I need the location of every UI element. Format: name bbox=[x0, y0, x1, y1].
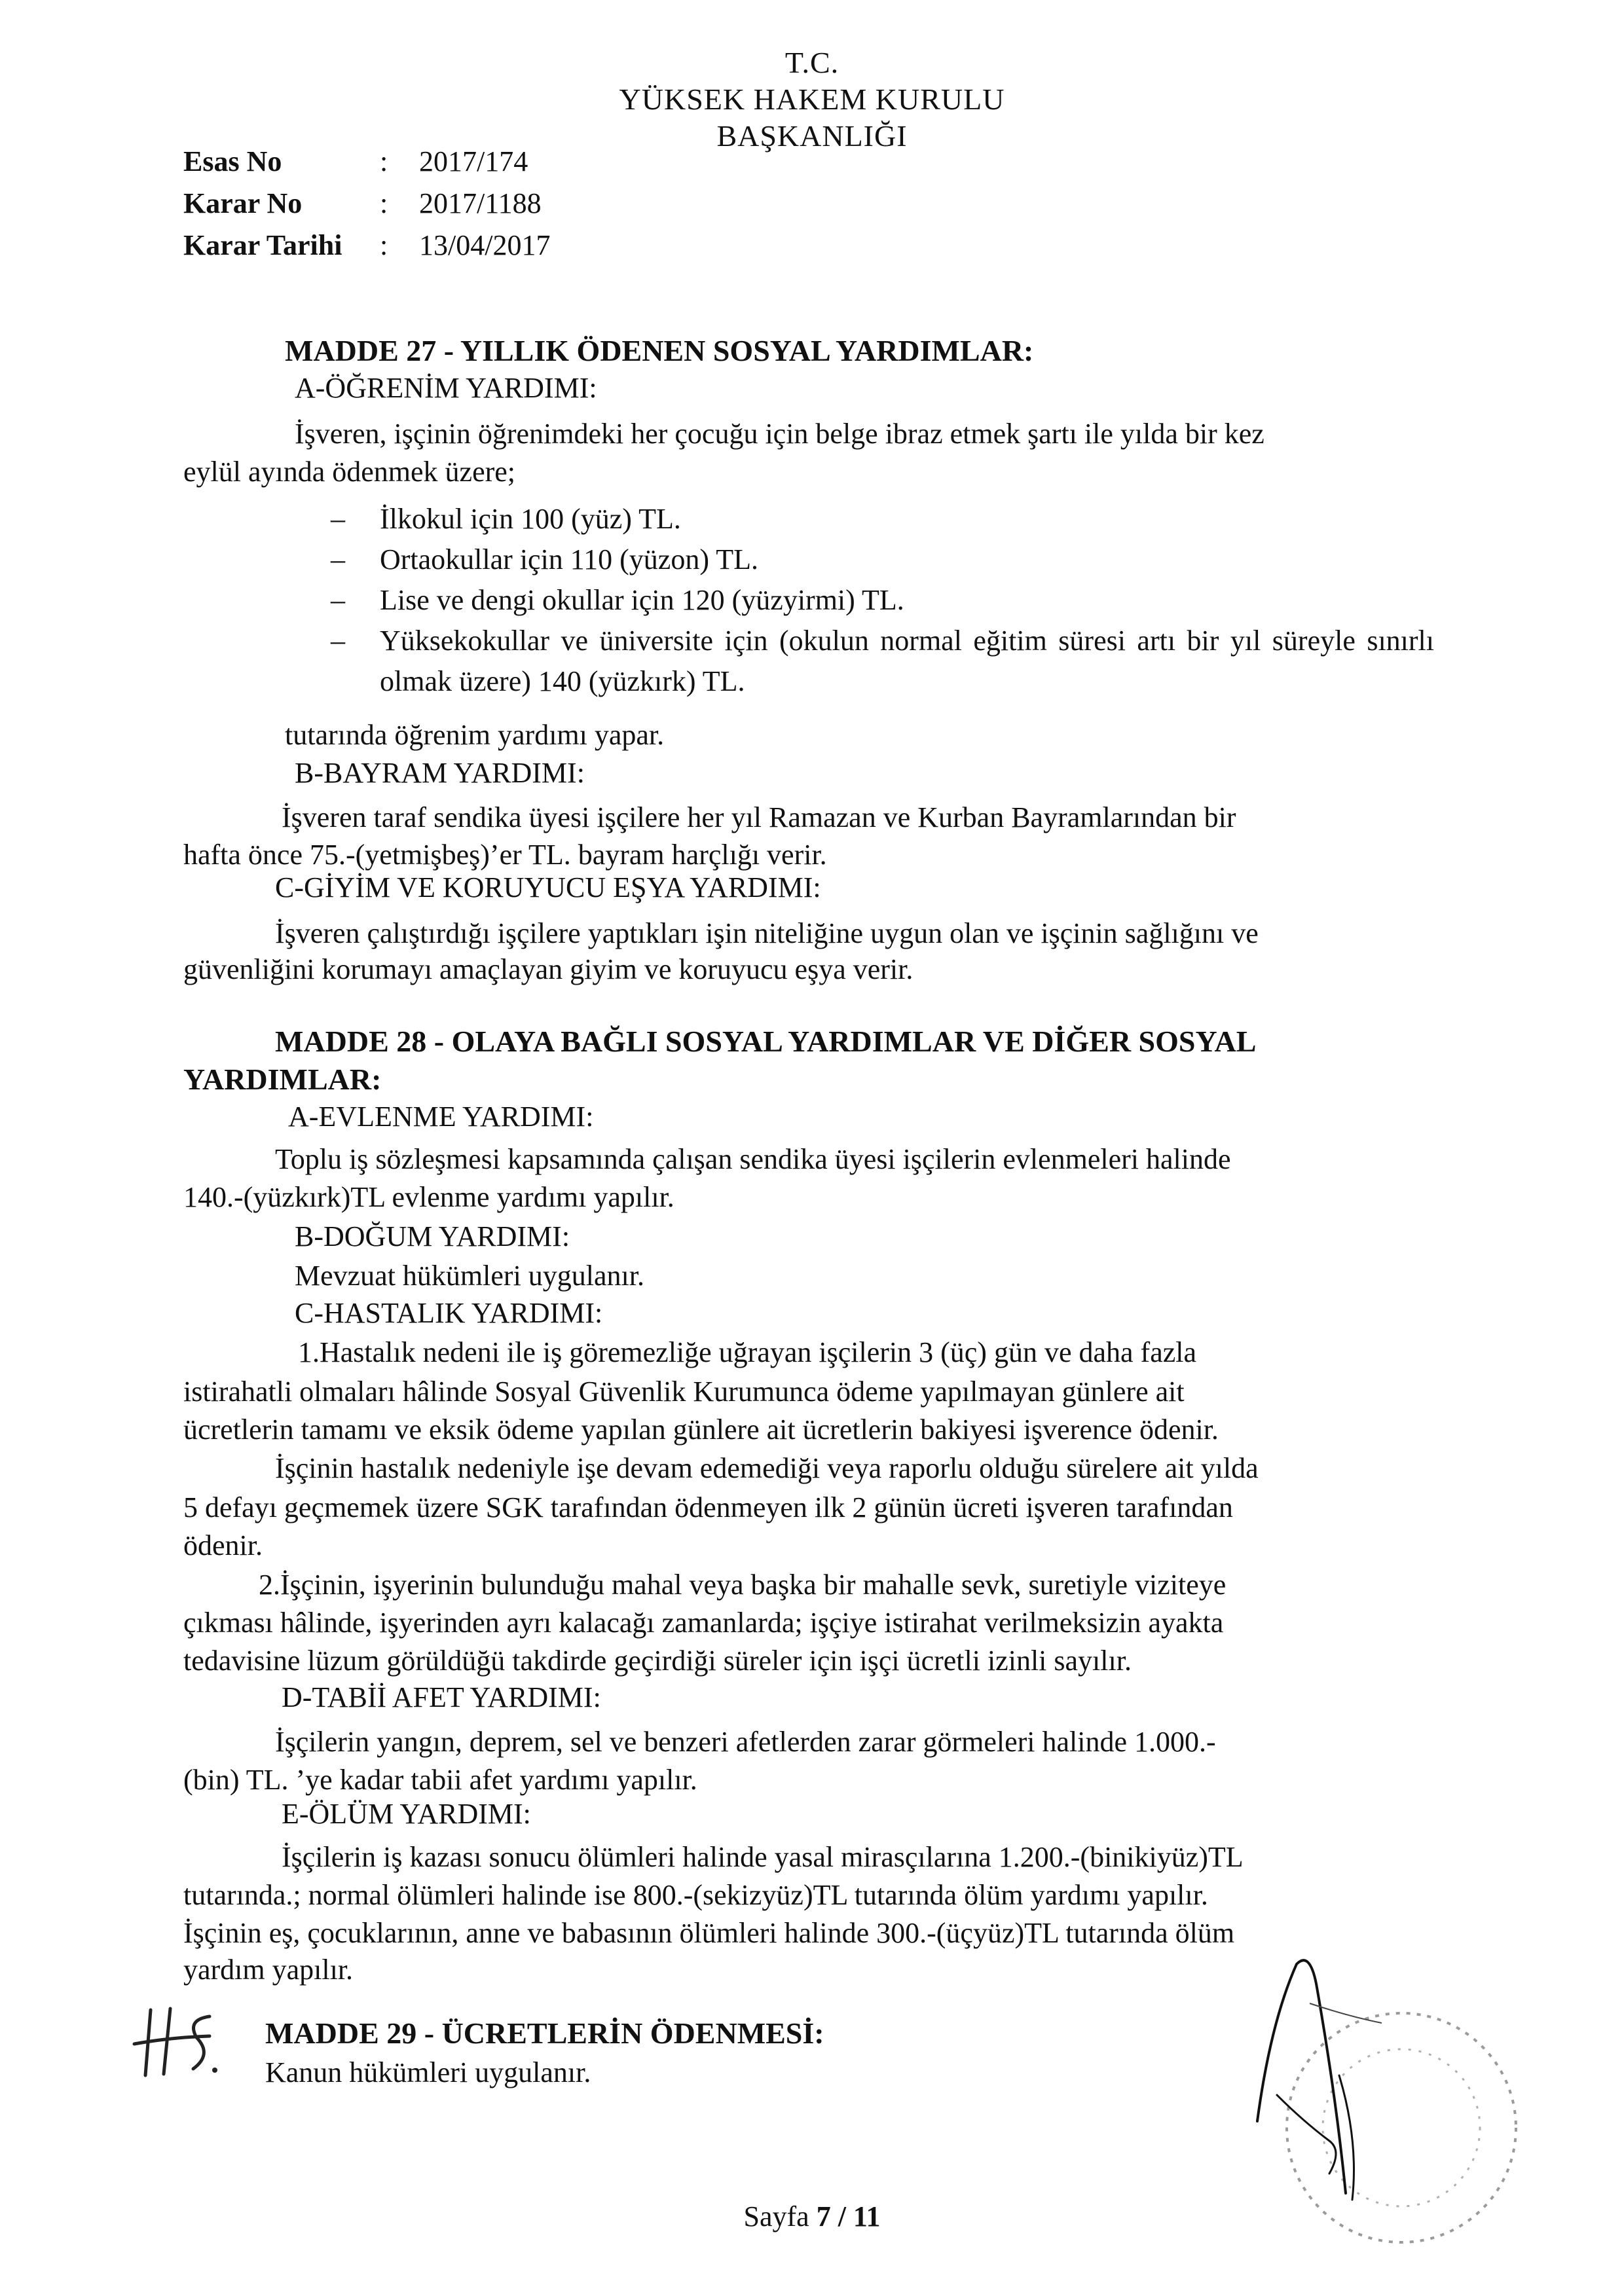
list-item: – İlkokul için 100 (yüz) TL. bbox=[331, 499, 1434, 539]
madde27-b-text-1: İşveren taraf sendika üyesi işçilere her yıl Ramazan ve Kurban Bayramlarından bir bbox=[282, 801, 1236, 833]
madde28-a-title: A-EVLENME YARDIMI: bbox=[288, 1101, 594, 1133]
madde28-c2-3: tedavisine lüzum görüldüğü takdirde geçirdiği süreler için işçi ücretli izinli sayılır. bbox=[183, 1645, 1132, 1677]
madde28-c2-1: 2.İşçinin, işyerinin bulunduğu mahal veya başka bir mahalle sevk, suretiyle viziteye bbox=[259, 1569, 1227, 1601]
header-tc: T.C. bbox=[784, 46, 840, 79]
madde28-c1b-2: 5 defayı geçmemek üzere SGK tarafından ödenmeyen ilk 2 günün ücreti işveren tarafından bbox=[183, 1491, 1233, 1523]
meta-label: Karar Tarihi bbox=[183, 229, 342, 261]
madde28-d-title: D-TABİİ AFET YARDIMI: bbox=[282, 1681, 601, 1713]
header-office: BAŞKANLIĞI bbox=[716, 119, 908, 153]
madde29-title: MADDE 29 - ÜCRETLERİN ÖDENMESİ: bbox=[265, 2016, 824, 2050]
page-number: 7 / 11 bbox=[816, 2200, 881, 2232]
madde28-b-title: B-DOĞUM YARDIMI: bbox=[295, 1220, 570, 1252]
madde27-b-text-2: hafta önce 75.-(yetmişbeş)’er TL. bayram harçlığı verir. bbox=[183, 839, 827, 871]
list-item: – Ortaokullar için 110 (yüzon) TL. bbox=[331, 539, 1434, 580]
madde28-c1b-1: İşçinin hastalık nedeniyle işe devam edemediği veya raporlu olduğu sürelere ait yılda bbox=[275, 1452, 1259, 1484]
madde28-c2-2: çıkması hâlinde, işyerinden ayrı kalacağı zamanlarda; işçiye istirahat verilmeksizin ayakta bbox=[183, 1607, 1224, 1639]
madde28-c1-3: ücretlerin tamamı ve eksik ödeme yapılan günlere ait ücretlerin bakiyesi işverence ödenir. bbox=[183, 1413, 1219, 1446]
madde28-e-text-4: yardım yapılır. bbox=[183, 1954, 354, 1986]
meta-label: Karar No bbox=[183, 187, 303, 219]
madde28-d-text-2: (bin) TL. ’ye kadar tabii afet yardımı yapılır. bbox=[183, 1764, 697, 1796]
header-institution: YÜKSEK HAKEM KURULU bbox=[619, 82, 1005, 116]
meta-row-tarih: Karar Tarihi : 13/04/2017 bbox=[183, 225, 550, 266]
page-label: Sayfa bbox=[743, 2200, 817, 2232]
madde28-title-2: YARDIMLAR: bbox=[183, 1063, 382, 1096]
case-meta bbox=[183, 141, 550, 266]
madde27-c-text-2: güvenliğini korumayı amaçlayan giyim ve koruyucu eşya verir. bbox=[183, 953, 913, 985]
madde27-title: MADDE 27 - YILLIK ÖDENEN SOSYAL YARDIMLAR: bbox=[285, 334, 1034, 367]
madde27-list bbox=[331, 499, 1434, 702]
madde28-b-text: Mevzuat hükümleri uygulanır. bbox=[295, 1260, 644, 1292]
handwritten-initials bbox=[131, 1997, 229, 2088]
madde28-c1-2: istirahatli olmaları hâlinde Sosyal Güvenlik Kurumunca ödeme yapılmayan günlere ait bbox=[183, 1376, 1185, 1408]
madde28-e-title: E-ÖLÜM YARDIMI: bbox=[282, 1798, 531, 1830]
page-footer bbox=[0, 2200, 1624, 2233]
meta-label: Esas No bbox=[183, 145, 282, 177]
madde28-a-text-1: Toplu iş sözleşmesi kapsamında çalışan sendika üyesi işçilerin evlenmeleri halinde bbox=[275, 1143, 1231, 1175]
meta-value: 2017/174 bbox=[419, 145, 528, 177]
madde28-a-text-2: 140.-(yüzkırk)TL evlenme yardımı yapılır. bbox=[183, 1181, 674, 1213]
madde28-c1b-3: ödenir. bbox=[183, 1529, 263, 1561]
meta-value: 13/04/2017 bbox=[419, 229, 551, 261]
list-item: – Lise ve dengi okullar için 120 (yüzyirmi) TL. bbox=[331, 580, 1434, 621]
madde27-c-title: C-GİYİM VE KORUYUCU EŞYA YARDIMI: bbox=[275, 871, 821, 903]
madde28-e-text-1: İşçilerin iş kazası sonucu ölümleri halinde yasal mirasçılarına 1.200.-(binikiyüz)TL bbox=[282, 1841, 1244, 1873]
meta-value: 2017/1188 bbox=[419, 187, 542, 219]
madde28-e-text-3: İşçinin eş, çocuklarının, anne ve babasının ölümleri halinde 300.-(üçyüz)TL tutarında ölüm bbox=[183, 1917, 1235, 1949]
madde28-title-1: MADDE 28 - OLAYA BAĞLI SOSYAL YARDIMLAR VE DİĞER SOSYAL bbox=[275, 1025, 1257, 1058]
list-item: – Yüksekokullar ve üniversite için (okulun normal eğitim süresi artı bir yıl süreyle sınırlı olmak üzere) 140 (yüzkırk) TL. bbox=[331, 621, 1434, 702]
madde28-c-title: C-HASTALIK YARDIMI: bbox=[295, 1297, 603, 1329]
madde27-b-title: B-BAYRAM YARDIMI: bbox=[295, 757, 585, 789]
madde29-text: Kanun hükümleri uygulanır. bbox=[265, 2056, 591, 2088]
madde27-a-outro: tutarında öğrenim yardımı yapar. bbox=[285, 719, 665, 751]
madde27-c-text-1: İşveren çalıştırdığı işçilere yaptıkları işin niteliğine uygun olan ve işçinin sağlığını ve bbox=[275, 917, 1259, 949]
madde27-a-intro-2: eylül ayında ödenmek üzere; bbox=[183, 456, 516, 488]
madde27-a-intro-1: İşveren, işçinin öğrenimdeki her çocuğu için belge ibraz etmek şartı ile yılda bir kez bbox=[295, 418, 1264, 450]
madde28-c1-1: 1.Hastalık nedeni ile iş göremezliğe uğrayan işçilerin 3 (üç) gün ve daha fazla bbox=[298, 1336, 1197, 1368]
madde27-a-title: A-ÖĞRENİM YARDIMI: bbox=[295, 372, 597, 404]
madde28-e-text-2: tutarında.; normal ölümleri halinde ise 800.-(sekizyüz)TL tutarında ölüm yardımı yapılır. bbox=[183, 1879, 1208, 1911]
meta-row-karar: Karar No : 2017/1188 bbox=[183, 183, 550, 225]
madde28-d-text-1: İşçilerin yangın, deprem, sel ve benzeri afetlerden zarar görmeleri halinde 1.000.- bbox=[275, 1726, 1216, 1758]
meta-row-esas: Esas No : 2017/174 bbox=[183, 141, 550, 183]
